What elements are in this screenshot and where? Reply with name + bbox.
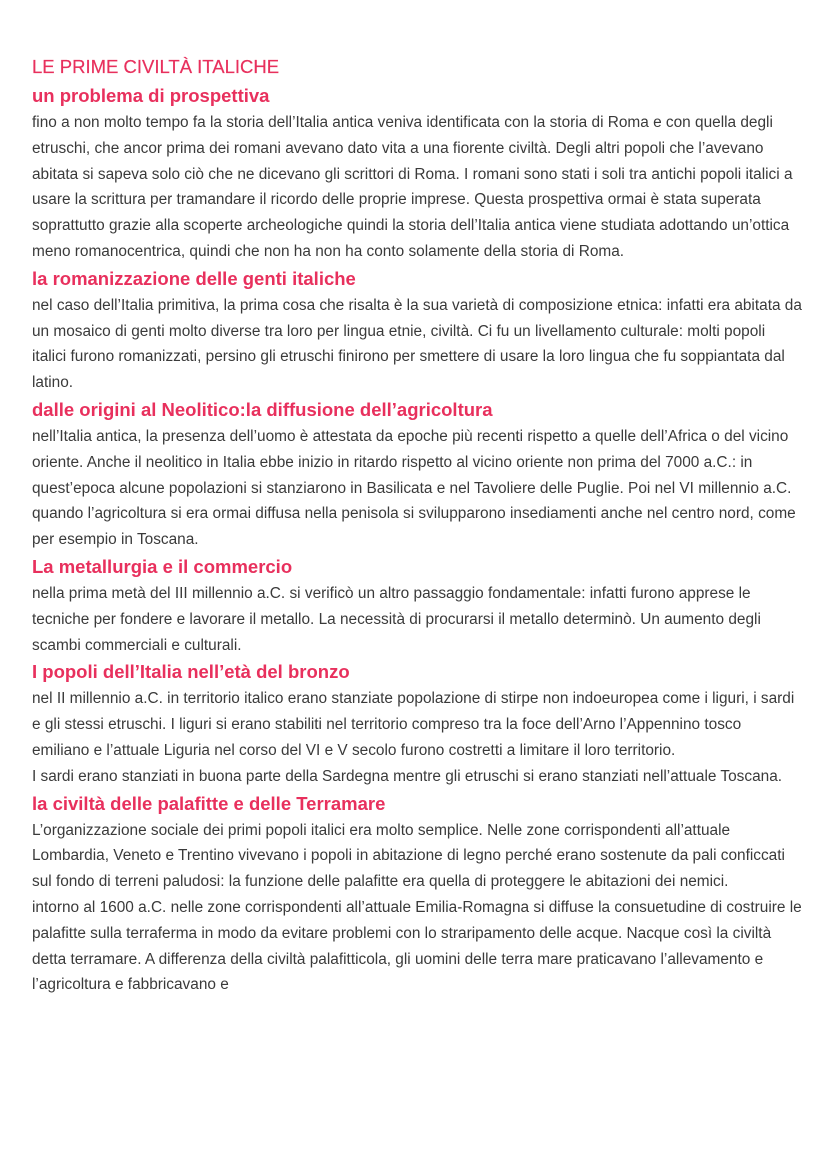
document-page	[32, 54, 802, 998]
paragraph: L’organizzazione sociale dei primi popoli italici era molto semplice. Nelle zone corrispondenti all’attuale Lombardia, Veneto e Trentino vivevano i popoli in abitazione di legno perché erano sostenute da pali conficcati sul fondo di terreni paludosi: la funzione delle palafitte era quella di proteggere le abitazioni dei nemici.	[32, 821, 785, 891]
section-heading: dalle origini al Neolitico:la diffusione dell’agricoltura	[32, 398, 493, 420]
section-neolitico	[32, 396, 802, 553]
section-heading: un problema di prospettiva	[32, 85, 270, 106]
paragraph: nel II millennio a.C. in territorio italico erano stanziate popolazione di stirpe non indoeuropea come i liguri, i sardi e gli stessi etruschi. I liguri si erano stabiliti nel territorio compreso tra la foce dell’Arno l’Appennino tosco emiliano e l’attuale Liguria nel corso del VI e V secolo furono costretti a limitare il loro territorio.	[32, 690, 795, 759]
paragraph: nell’Italia antica, la presenza dell’uomo è attestata da epoche più recenti rispetto a quelle dell’Africa o del vicino oriente. Anche il neolitico in Italia ebbe inizio in ritardo rispetto al vicino oriente non prima del 7000 a.C.: in quest’epoca alcune popolazioni si stanziarono in Basilicata e nel Tavoliere delle Puglie. Poi nel VI millennio a.C. quando l’agricoltura si era ormai diffusa nella penisola si svilupparono insediamenti anche nel centro nord, come per esempio in Toscana.	[32, 427, 796, 549]
paragraph: nel caso dell’Italia primitiva, la prima cosa che risalta è la sua varietà di composizione etnica: infatti era abitata da un mosaico di genti molto diverse tra loro per lingua etnie, civiltà. Ci fu un livellamento culturale: molti popoli italici furono romanizzati, persino gli etruschi finirono per smettere di usare la loro lingua che fu soppiantata dal latino.	[32, 296, 802, 392]
section-heading: la romanizzazione delle genti italiche	[32, 267, 356, 289]
document-title: LE PRIME CIVILTÀ ITALICHE	[32, 56, 280, 77]
section-prospettiva	[32, 82, 802, 265]
section-heading: I popoli dell’Italia nell’età del bronzo	[32, 661, 350, 683]
section-eta-bronzo	[32, 658, 802, 789]
section-metallurgia	[32, 553, 802, 658]
section-palafitte-terramare	[32, 790, 802, 999]
section-heading: la civiltà delle palafitte e delle Terramare	[32, 792, 386, 814]
section-romanizzazione	[32, 265, 802, 396]
paragraph: nella prima metà del III millennio a.C. si verificò un altro passaggio fondamentale: infatti furono apprese le tecniche per fondere e lavorare il metallo. La necessità di procurarsi il metallo determinò. Un aumento degli scambi commerciali e culturali.	[32, 584, 761, 654]
section-heading: La metallurgia e il commercio	[32, 555, 293, 577]
paragraph: I sardi erano stanziati in buona parte della Sardegna mentre gli etruschi si erano stanziati nell’attuale Toscana.	[32, 767, 783, 785]
paragraph: fino a non molto tempo fa la storia dell’Italia antica veniva identificata con la storia di Roma e con quella degli etruschi, che ancor prima dei romani avevano dato vita a una fiorente civiltà. Degli altri popoli che l’avevano abitata si sapeva solo ciò che ne dicevano gli scrittori di Roma. I romani sono stati i soli tra antichi popoli italici a usare la scrittura per tramandare il ricordo delle proprie imprese. Questa prospettiva ormai è stata superata soprattutto grazie alla scoperte archeologiche quindi la storia dell’Italia antica viene studiata adottando un’ottica meno romanocentrica, quindi che non ha non ha conto solamente della storia di Roma.	[32, 114, 793, 260]
paragraph: intorno al 1600 a.C. nelle zone corrispondenti all’attuale Emilia-Romagna si diffuse la consuetudine di costruire le palafitte sulla terraferma in modo da evitare problemi con lo straripamento delle acque. Nacque così la civiltà detta terramare. A differenza della civiltà palafitticola, gli uomini delle terra mare praticavano l’allevamento e l’agricoltura e fabbricavano e	[32, 898, 802, 994]
